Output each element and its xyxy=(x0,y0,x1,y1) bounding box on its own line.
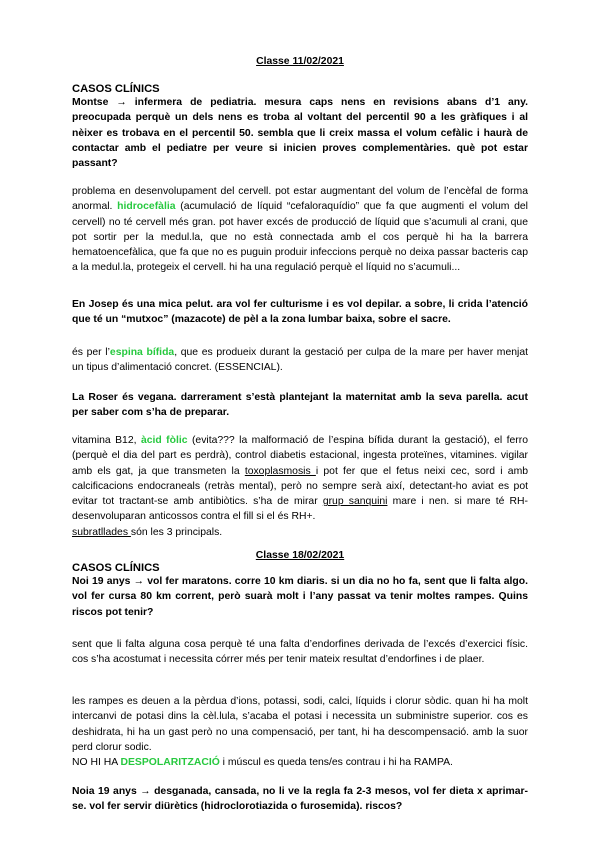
answer-text: , que es produeix durant la gestació per culpa de la mare per haver menjat un tipus d’alimentació concret. (ESSENCIAL). xyxy=(72,347,528,374)
case-question-noia-19: Noia 19 anys → desganada, cansada, no li ve la regla fa 2-3 mesos, vol fer dieta x aprimar-se. vol fer servir diürètics (hidroclorotiazida o furosemida). riscos? xyxy=(72,786,528,813)
case-answer-montse xyxy=(72,184,528,276)
highlight-hidrocefalia: hidrocefàlia xyxy=(117,201,176,213)
case-answer-endorfines: sent que li falta alguna cosa perquè té una falta d’endorfines derivada de l’excés d’exercici físic. cos s’ha acostumat i necessita córrer més per tenir mateix resultat d’endorfines i de plaer. xyxy=(72,639,528,666)
case-question-roser: La Roser és vegana. darrerament s’està plantejant la maternitat amb la seva parella. acut per saber com s’ha de preparar. xyxy=(72,392,528,419)
answer-text: (evita??? la malformació de l’espina bífida durant la gestació), el ferro (perquè el dia del part es perdrà), control diabetis estacional, ingesta proteïnes, vitamines. vigilar amb els gat, ja que transmeten la xyxy=(72,435,528,477)
section-heading-2: CASOS CLÍNICS xyxy=(72,562,160,574)
answer-text: vitamina B12, xyxy=(72,435,141,446)
highlight-acid-folic: àcid fòlic xyxy=(140,435,188,446)
answer-text: i múscul es queda tens/es contrau i hi ha RAMPA. xyxy=(219,757,453,768)
answer-text: NO HI HA xyxy=(72,757,121,768)
underlined-grup-sanguini: grup sanquini xyxy=(322,496,388,508)
case-answer-josep xyxy=(72,345,528,376)
case-question-montse: Montse → infermera de pediatria. mesura caps nens en revisions abans d’1 any. preocupada perquè un dels nens es troba al voltant del percentil 90 a les gràfiques i al nèixer es trobava en el percentil 50. sembla que li creix massa el volum cefàlic i haurà de contactar amb el pediatre per veure si inicien proves complementàries. què pot estar passant? xyxy=(72,97,528,170)
case-answer-roser xyxy=(72,433,528,540)
answer-text: i pot fer que el fetus neixi cec, sord i amb calcificacions endocraneals (retràs mental), però no sempre serà així, detectant-ho aviat es pot evitar tot tractant-se amb antibiòtics. s’ha de mirar xyxy=(72,465,528,508)
highlight-espina-bifida: espina bífida xyxy=(109,347,175,358)
case-question-noi-19: Noi 19 anys → vol fer maratons. corre 10 km diaris. si un dia no ho fa, sent que li falta algo. vol fer cursa 80 km corrent, però suarà molt i l’any passat va tenir moltes rampes. Quins riscos pot tenir? xyxy=(72,576,528,618)
case-answer-rampes: les rampes es deuen a la pèrdua d’ions, potassi, sodi, calci, líquids i clorur sòdic. quan hi ha molt intercanvi de potasi dins la cèl.lula, s’acaba el potasi i necessita un subministre superior. cos es deshidrata, hi ha un gast però no una compensació, per tant, hi ha descompensació. amb la suor perd clorur sodic. xyxy=(72,696,528,753)
underlined-toxoplasmosis: toxoplasmosis xyxy=(244,465,316,477)
case-question-josep: En Josep és una mica pelut. ara vol fer culturisme i es vol depilar. a sobre, li crida l’atenció que té un “mutxoc” (mazacote) de pèl a la zona lumbar baixa, sobre el sacre. xyxy=(72,299,528,326)
answer-text: són les 3 principals. xyxy=(130,526,223,538)
underlined-subratllades: subratllades xyxy=(72,526,131,538)
section-heading-1: CASOS CLÍNICS xyxy=(72,83,160,95)
case-answer-despolaritzacio xyxy=(72,755,528,770)
class-date-title-2: Classe 18/02/2021 xyxy=(255,550,345,561)
answer-text: problema en desenvolupament del cervell. pot estar augmentant del volum de l’encèfal de forma anormal. xyxy=(72,186,528,213)
answer-text: (acumulació de líquid “cefaloraquídio” que fa que augmenti el volum del cervell) no té cervell més gran. pot haver excés de producció de líquid que s’acumuli al crani, que pot sortir per la medul.la, que no està connectada amb el cos perquè hi ha la barrera hematoencefàlica, que fa que no es puguin produir infeccions perquè no deixa passar bacteris cap a la medul.la, protegeix el cervell. hi ha una regulació perquè el líquid no s’acumuli... xyxy=(72,201,528,274)
highlight-despolaritzacio: DESPOLARITZACIÓ xyxy=(120,757,220,768)
class-date-title-1: Classe 11/02/2021 xyxy=(256,56,344,67)
answer-text: és per l’ xyxy=(72,347,110,358)
answer-text: mare i nen. si mare té RH- desenvoluparan anticossos contra el fill si el és RH+. xyxy=(72,496,529,523)
